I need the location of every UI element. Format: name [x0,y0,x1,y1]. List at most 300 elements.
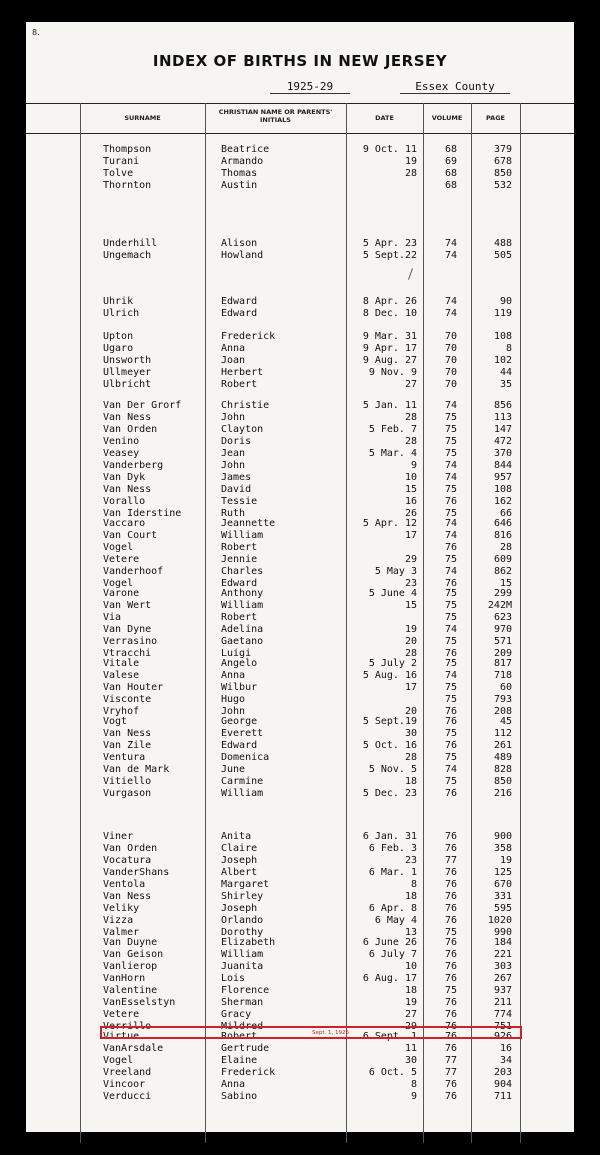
record-surname: Verducci [103,1091,152,1102]
record-christian: Anna [221,343,246,354]
record-page: 774 [493,1009,512,1020]
record-row [0,985,600,997]
record-page: 489 [493,752,512,763]
record-surname: Tolve [103,168,134,179]
record-row [0,250,600,262]
record-surname: VanderShans [103,867,170,878]
record-page: 211 [493,997,512,1008]
record-christian: Gertrude [221,1043,270,1054]
year-range: 1925-29 [270,80,350,94]
record-surname: Unsworth [103,355,152,366]
record-date: 5 Oct. 16 [362,740,417,751]
record-date: 11 [404,1043,417,1054]
record-volume: 76 [444,961,457,972]
record-row [0,331,600,343]
record-christian: Dorothy [221,927,264,938]
record-page: 35 [499,379,512,390]
record-page: 379 [493,144,512,155]
record-row [0,915,600,927]
record-date: 9 [410,1091,417,1102]
record-volume: 75 [444,448,457,459]
record-surname: Verrasino [103,636,158,647]
record-surname: Vogel [103,542,134,553]
record-date: 23 [404,855,417,866]
record-row [0,436,600,448]
record-row [0,460,600,472]
record-date: 15 [404,600,417,611]
record-volume: 68 [444,180,457,191]
record-page: 119 [493,308,512,319]
record-page: 532 [493,180,512,191]
record-page: 844 [493,460,512,471]
record-volume: 75 [444,776,457,787]
record-christian: Gaetano [221,636,264,647]
record-date: 6 Oct. 5 [368,1067,417,1078]
record-page: 595 [493,903,512,914]
record-page: 108 [493,484,512,495]
record-date: 5 Apr. 12 [362,518,417,529]
record-page: 331 [493,891,512,902]
record-row [0,566,600,578]
record-row [0,776,600,788]
record-christian: Anthony [221,588,264,599]
record-row [0,682,600,694]
record-christian: Domenica [221,752,270,763]
record-christian: Claire [221,843,258,854]
record-date: 5 Sept.22 [362,250,417,261]
column-header-surname: SURNAME [124,114,161,122]
record-row [0,355,600,367]
record-page: 242M [487,600,512,611]
record-page: 571 [493,636,512,647]
record-volume: 70 [444,331,457,342]
record-surname: Van de Mark [103,764,170,775]
record-row [0,379,600,391]
record-row [0,588,600,600]
record-volume: 75 [444,728,457,739]
record-surname: Vanlierop [103,961,158,972]
record-date: 8 [410,879,417,890]
record-page: 900 [493,831,512,842]
record-volume: 76 [444,740,457,751]
record-page: 970 [493,624,512,635]
record-date: 10 [404,961,417,972]
record-volume: 76 [444,1043,457,1054]
record-row [0,788,600,800]
record-christian: Mildred [221,1021,264,1032]
record-christian: John [221,460,246,471]
record-surname: Van Orden [103,424,158,435]
record-date: 5 July 2 [368,658,417,669]
record-volume: 70 [444,343,457,354]
record-volume: 74 [444,530,457,541]
table-header-rule [26,133,574,134]
record-page: 370 [493,448,512,459]
record-christian: Everett [221,728,264,739]
record-surname: Veliky [103,903,140,914]
record-surname: Ugaro [103,343,134,354]
record-row [0,831,600,843]
record-volume: 74 [444,460,457,471]
record-volume: 75 [444,588,457,599]
record-date: 9 [410,460,417,471]
record-page: 1020 [487,915,512,926]
record-date: 23 [404,578,417,589]
record-christian: William [221,949,264,960]
record-surname: VanHorn [103,973,146,984]
record-surname: Vincoor [103,1079,146,1090]
record-christian: Elaine [221,1055,258,1066]
record-volume: 77 [444,1055,457,1066]
record-row [0,961,600,973]
record-page: 816 [493,530,512,541]
record-surname: Van Houter [103,682,164,693]
table-top-rule [26,103,574,104]
record-row [0,740,600,752]
record-row [0,472,600,484]
record-surname: VanArsdale [103,1043,164,1054]
record-page: 751 [493,1021,512,1032]
record-volume: 74 [444,566,457,577]
record-volume: 76 [444,788,457,799]
record-surname: Upton [103,331,134,342]
record-date: 18 [404,776,417,787]
record-christian: Orlando [221,915,264,926]
record-row [0,1067,600,1079]
record-page: 505 [493,250,512,261]
record-christian: Ruth [221,508,246,519]
record-row [0,400,600,412]
record-volume: 74 [444,238,457,249]
record-christian: Anna [221,1079,246,1090]
record-surname: Van Der Grorf [103,400,182,411]
record-date: 5 Apr. 23 [362,238,417,249]
record-surname: Vetere [103,1009,140,1020]
record-volume: 70 [444,355,457,366]
record-volume: 68 [444,168,457,179]
record-volume: 76 [444,578,457,589]
record-volume: 76 [444,997,457,1008]
record-volume: 75 [444,436,457,447]
record-christian: Herbert [221,367,264,378]
record-surname: Van Dyne [103,624,152,635]
record-christian: Beatrice [221,144,270,155]
record-page: 221 [493,949,512,960]
record-surname: Vtracchi [103,648,152,659]
record-page: 28 [499,542,512,553]
record-date: 17 [404,682,417,693]
record-surname: Veasey [103,448,140,459]
record-date: 19 [404,156,417,167]
record-date: 17 [404,530,417,541]
record-page: 208 [493,706,512,717]
column-header-christian-name: CHRISTIAN NAME OR PARENTS' INITIALS [218,108,333,124]
record-date: 6 Feb. 3 [368,843,417,854]
record-volume: 75 [444,600,457,611]
record-volume: 74 [444,472,457,483]
record-page: 990 [493,927,512,938]
record-date: 5 Feb. 7 [368,424,417,435]
record-christian: Edward [221,296,258,307]
record-surname: Van Zile [103,740,152,751]
record-page: 623 [493,612,512,623]
record-christian: Angelo [221,658,258,669]
page-title: INDEX OF BIRTHS IN NEW JERSEY [152,52,448,70]
record-date: 28 [404,648,417,659]
record-page: 113 [493,412,512,423]
record-date: 5 Aug. 16 [362,670,417,681]
record-christian: James [221,472,252,483]
record-date: 10 [404,472,417,483]
record-row [0,1055,600,1067]
record-christian: Joseph [221,855,258,866]
record-volume: 74 [444,518,457,529]
record-christian: Luigi [221,648,252,659]
record-surname: Verrillo [103,1021,152,1032]
record-page: 828 [493,764,512,775]
record-surname: Vanderberg [103,460,164,471]
record-date: 29 [404,554,417,565]
record-volume: 76 [444,879,457,890]
record-christian: Alison [221,238,258,249]
record-christian: Robert [221,1031,258,1042]
record-surname: Van Duyne [103,937,158,948]
record-surname: Vorallo [103,496,146,507]
record-surname: Vanderhoof [103,566,164,577]
record-page: 299 [493,588,512,599]
record-surname: Thornton [103,180,152,191]
record-row [0,542,600,554]
record-surname: Via [103,612,122,623]
record-christian: Clayton [221,424,264,435]
record-row [0,343,600,355]
record-row [0,484,600,496]
record-christian: George [221,716,258,727]
record-surname: Van Orden [103,843,158,854]
record-date: 20 [404,636,417,647]
record-surname: Van Ness [103,412,152,423]
record-page: 670 [493,879,512,890]
record-page: 817 [493,658,512,669]
record-christian: David [221,484,252,495]
record-volume: 76 [444,949,457,960]
record-row [0,1043,600,1055]
record-volume: 69 [444,156,457,167]
record-volume: 76 [444,891,457,902]
record-christian: Armando [221,156,264,167]
record-christian: Adelina [221,624,264,635]
column-header-date: DATE [375,114,394,122]
record-christian: Anita [221,831,252,842]
record-row [0,949,600,961]
record-row [0,168,600,180]
corner-mark: 8. [32,28,40,37]
record-volume: 70 [444,379,457,390]
record-date: 5 Nov. 5 [368,764,417,775]
record-surname: Valentine [103,985,158,996]
record-surname: Vreeland [103,1067,152,1078]
record-page: 15 [499,578,512,589]
record-page: 44 [499,367,512,378]
record-surname: Vizza [103,915,134,926]
record-date: 28 [404,436,417,447]
record-date: 5 May 3 [374,566,417,577]
column-header-volume: VOLUME [431,114,463,122]
record-surname: Turani [103,156,140,167]
record-volume: 75 [444,694,457,705]
record-surname: Ungemach [103,250,152,261]
record-row [0,496,600,508]
record-christian: John [221,412,246,423]
record-christian: Hugo [221,694,246,705]
record-row [0,1091,600,1103]
record-surname: Thompson [103,144,152,155]
record-page: 16 [499,1043,512,1054]
record-christian: Joseph [221,903,258,914]
record-surname: Ulrich [103,308,140,319]
record-surname: Ulbricht [103,379,152,390]
record-surname: Vryhof [103,706,140,717]
record-date: 5 Dec. 23 [362,788,417,799]
record-christian: Tessie [221,496,258,507]
record-volume: 74 [444,670,457,681]
record-row [0,600,600,612]
record-christian: Christie [221,400,270,411]
record-volume: 76 [444,973,457,984]
record-surname: Van Ness [103,484,152,495]
record-surname: Vogel [103,1055,134,1066]
record-christian: William [221,788,264,799]
record-date: 29 [404,1021,417,1032]
record-page: 60 [499,682,512,693]
record-page: 203 [493,1067,512,1078]
record-row [0,367,600,379]
record-date: 30 [404,1055,417,1066]
record-volume: 74 [444,400,457,411]
record-page: 862 [493,566,512,577]
record-page: 646 [493,518,512,529]
record-date: 9 Oct. 11 [362,144,417,155]
record-christian: Frederick [221,1067,276,1078]
record-surname: Underhill [103,238,158,249]
record-christian: John [221,706,246,717]
record-volume: 76 [444,903,457,914]
record-page: 108 [493,331,512,342]
record-page: 261 [493,740,512,751]
record-page: 90 [499,296,512,307]
record-date: 27 [404,379,417,390]
record-volume: 74 [444,764,457,775]
record-row [0,636,600,648]
record-christian: Edward [221,740,258,751]
record-christian: Frederick [221,331,276,342]
record-date: 6 May 4 [374,915,417,926]
highlight-box [100,1026,522,1039]
record-page: 793 [493,694,512,705]
record-christian: Charles [221,566,264,577]
record-date: 28 [404,752,417,763]
record-page: 488 [493,238,512,249]
record-volume: 75 [444,682,457,693]
record-christian: William [221,600,264,611]
record-christian: Sabino [221,1091,258,1102]
record-volume: 75 [444,985,457,996]
record-row [0,843,600,855]
record-surname: Varone [103,588,140,599]
record-row [0,764,600,776]
record-date: 28 [404,412,417,423]
record-christian: Wilbur [221,682,258,693]
record-surname: Van Ness [103,891,152,902]
record-date: 9 Nov. 9 [368,367,417,378]
record-christian: Edward [221,308,258,319]
record-volume: 77 [444,855,457,866]
record-row [0,554,600,566]
record-surname: Vitale [103,658,140,669]
record-date: 8 [410,1079,417,1090]
record-page: 8 [505,343,512,354]
record-volume: 75 [444,508,457,519]
record-christian: Austin [221,180,258,191]
record-row [0,308,600,320]
record-christian: Jeannette [221,518,276,529]
record-row [0,530,600,542]
record-row [0,728,600,740]
record-christian: Howland [221,250,264,261]
record-page: 609 [493,554,512,565]
record-row [0,891,600,903]
record-row [0,180,600,192]
record-date: 8 Apr. 26 [362,296,417,307]
record-row [0,879,600,891]
record-christian: Gracy [221,1009,252,1020]
record-surname: Venino [103,436,140,447]
record-volume: 75 [444,412,457,423]
record-christian: Juanita [221,961,264,972]
record-date: 19 [404,997,417,1008]
record-volume: 75 [444,484,457,495]
record-surname: Vogt [103,716,128,727]
record-volume: 76 [444,1021,457,1032]
record-christian: Jean [221,448,246,459]
record-surname: Ventura [103,752,146,763]
record-surname: Vurgason [103,788,152,799]
record-christian: Shirley [221,891,264,902]
record-surname: Vitiello [103,776,152,787]
record-surname: Van Geison [103,949,164,960]
county-name: Essex County [400,80,510,94]
record-page: 711 [493,1091,512,1102]
record-surname: Van Court [103,530,158,541]
record-volume: 76 [444,706,457,717]
record-volume: 75 [444,752,457,763]
record-row [0,424,600,436]
record-row [0,238,600,250]
record-date: 6 Mar. 1 [368,867,417,878]
record-date: 18 [404,891,417,902]
record-surname: Vetere [103,554,140,565]
record-christian: Florence [221,985,270,996]
record-volume: 76 [444,648,457,659]
record-page: 125 [493,867,512,878]
record-row [0,1009,600,1021]
record-surname: Ventola [103,879,146,890]
record-date: 6 Jan. 31 [362,831,417,842]
record-row [0,937,600,949]
record-surname: Van Ness [103,728,152,739]
record-date: 9 Mar. 31 [362,331,417,342]
record-page: 267 [493,973,512,984]
